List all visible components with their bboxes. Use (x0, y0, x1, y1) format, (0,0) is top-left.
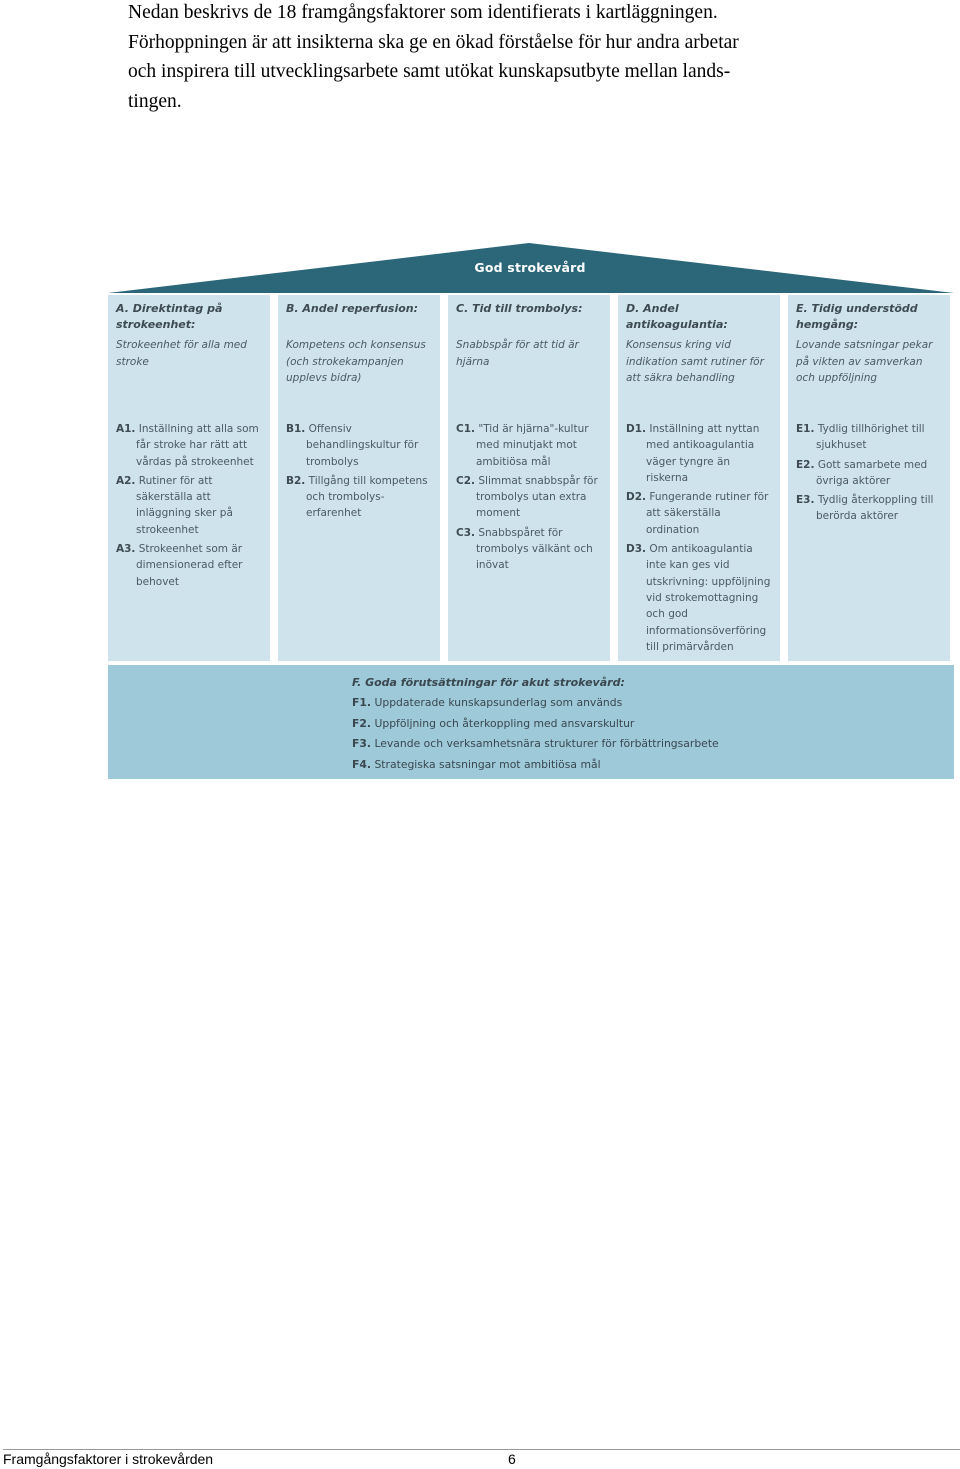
item-code: F2. (352, 716, 371, 730)
pillar-subtitle: Kompetens och konsensus (och strokekampanjen upplevs bidra) (286, 339, 426, 384)
item-code: C1. (456, 423, 476, 435)
item-code: C3. (456, 526, 476, 539)
item-text: Offensiv behandlingskultur för trombolys (306, 423, 419, 468)
pillar-item (286, 473, 432, 522)
intro-line: och inspirera till utvecklingsarbete samt utökat kunskapsutbyte mellan lands- (128, 61, 731, 82)
pillar-items (456, 421, 602, 574)
item-code: F1. (352, 696, 371, 709)
foundation-content (352, 673, 719, 775)
item-code: B2. (286, 474, 306, 487)
item-code: D1. (626, 423, 647, 435)
item-text: Inställning att alla som får stroke har rätt att vårdas på strokeenhet (136, 423, 259, 468)
intro-line: Förhoppningen är att insikterna ska ge en ökad förståelse för hur andra arbetar (128, 31, 739, 53)
intro-paragraph (128, 0, 838, 116)
item-code: F3. (352, 737, 371, 750)
item-code: D3. (626, 543, 647, 556)
page-number: 6 (508, 1451, 516, 1467)
foundation-item (352, 734, 719, 755)
item-text: Levande och verksamhetsnära strukturer för förbättringsarbete (374, 737, 719, 750)
pillar-items (286, 421, 432, 522)
pillar-item (796, 457, 942, 490)
pillar-title: E. Tidig understödd hemgång: (796, 302, 918, 331)
item-code: C2. (456, 474, 476, 487)
pillar-item (626, 489, 772, 538)
item-text: Om antikoagulantia inte kan ges vid utskrivning: uppföljning vid strokemottagning och god informationsöverföring till primärvården (646, 543, 771, 653)
pillar-e (788, 295, 950, 661)
pillar-a (108, 295, 270, 661)
diagram-foundation (108, 665, 954, 779)
pillar-c (448, 295, 610, 661)
pillar-item (626, 421, 772, 486)
item-code: A1. (116, 423, 136, 435)
pillar-item (796, 421, 942, 454)
item-text: Tillgång till kompetens och trombolys-erfarenhet (306, 474, 428, 520)
pillar-title: D. Andel antikoagulantia: (626, 302, 728, 331)
item-text: Strokeenhet som är dimensionerad efter behovet (136, 543, 243, 588)
item-text: Tydlig återkoppling till berörda aktörer (816, 494, 934, 523)
foundation-title: F. Goda förutsättningar för akut strokevård: (352, 676, 625, 689)
item-text: Snabbspåret för trombolys välkänt och inövat (476, 526, 593, 572)
foundation-item (352, 755, 719, 776)
foundation-items (352, 693, 719, 775)
foundation-item (352, 714, 719, 735)
pillar-items (116, 421, 262, 590)
pillar-item (116, 541, 262, 590)
item-code: E2. (796, 458, 815, 471)
pillar-b (278, 295, 440, 661)
item-text: Uppföljning och återkoppling med ansvarskultur (374, 716, 635, 730)
item-text: Slimmat snabbspår för trombolys utan extra moment (476, 474, 598, 520)
item-text: Strategiska satsningar mot ambitiösa mål (374, 757, 601, 771)
pillar-item (116, 421, 262, 470)
item-text: Fungerande rutiner för att säkerställa ordination (646, 491, 769, 536)
pillar-title: B. Andel reperfusion: (286, 302, 419, 315)
pillar-items (796, 421, 942, 525)
footer-title: Framgångsfaktorer i strokevården (3, 1451, 214, 1467)
item-code: E1. (796, 423, 815, 435)
pillar-item (456, 525, 602, 574)
pillar-subtitle: Strokeenhet för alla med stroke (116, 339, 247, 368)
item-text: "Tid är hjärna"-kultur med minutjakt mot ambitiösa mål (476, 423, 589, 468)
intro-line: tingen. (128, 90, 182, 112)
pillar-subtitle: Konsensus kring vid indikation samt rutiner för att säkra behandling (626, 339, 764, 384)
item-code: B1. (286, 423, 306, 435)
item-code: D2. (626, 491, 647, 504)
item-text: Rutiner för att säkerställa att inläggning sker på strokeenhet (136, 474, 233, 536)
pillar-item (456, 473, 602, 522)
roof-label: God strokevård (474, 260, 586, 275)
pillar-subtitle: Lovande satsningar pekar på vikten av samverkan och uppföljning (796, 339, 933, 384)
item-code: A2. (116, 474, 136, 487)
item-code: A3. (116, 543, 136, 556)
footer-divider (3, 1449, 960, 1450)
roof-label-wrap (108, 260, 954, 275)
foundation-item (352, 693, 719, 714)
intro-line: Nedan beskrivs de 18 framgångsfaktorer som identifierats i kartläggningen. (128, 2, 718, 23)
item-text: Tydlig tillhörighet till sjukhuset (816, 423, 925, 452)
item-code: F4. (352, 757, 371, 771)
pillar-title: A. Direktintag på strokeenhet: (116, 302, 223, 331)
item-text: Uppdaterade kunskapsunderlag som används (374, 696, 623, 709)
pillar-item (116, 473, 262, 538)
pillar-title: C. Tid till trombolys: (456, 302, 583, 315)
item-text: Gott samarbete med övriga aktörer (816, 458, 928, 487)
pillar-d (618, 295, 780, 661)
item-code: E3. (796, 494, 815, 507)
pillar-item (456, 421, 602, 470)
pillar-subtitle: Snabbspår för att tid är hjärna (456, 339, 579, 368)
pillar-item (796, 492, 942, 525)
item-text: Inställning att nyttan med antikoagulantia väger tyngre än riskerna (646, 423, 760, 484)
page-footer (3, 1449, 960, 1469)
success-factors-diagram (108, 243, 954, 779)
pillar-item (286, 421, 432, 470)
pillar-items (626, 421, 772, 655)
pillar-item (626, 541, 772, 655)
